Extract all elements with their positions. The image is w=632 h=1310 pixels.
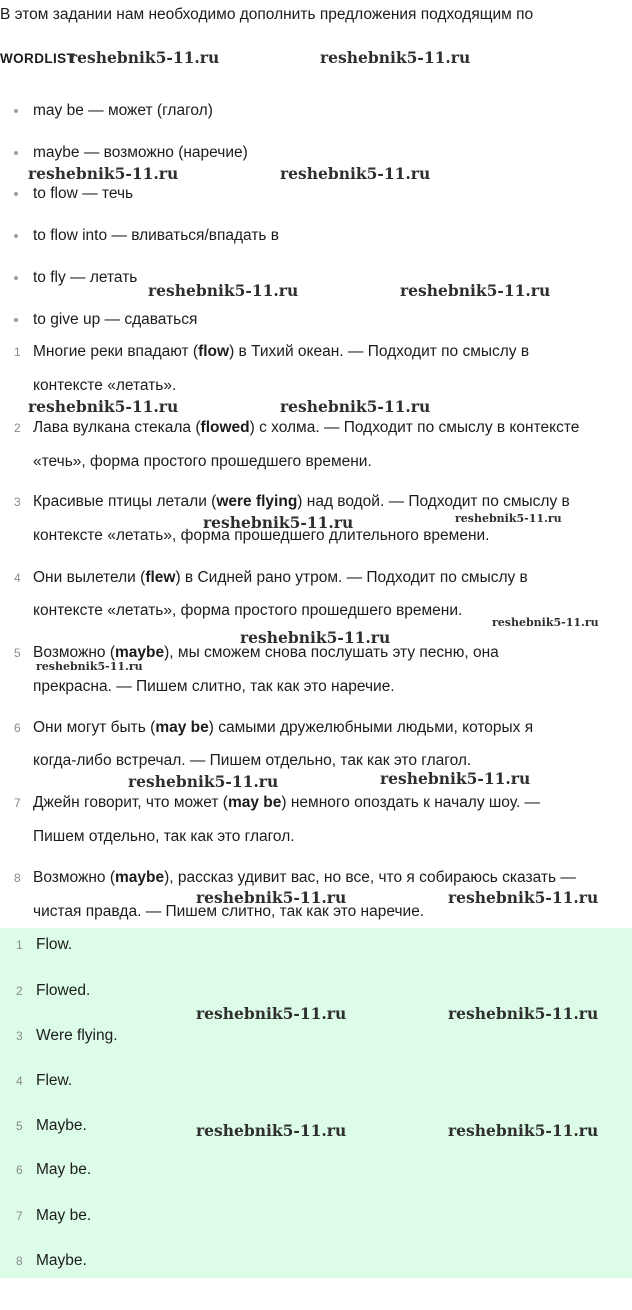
- watermark: reshebnik5-11.ru: [128, 772, 279, 791]
- bullet-icon: [14, 192, 18, 196]
- watermark: reshebnik5-11.ru: [280, 164, 431, 183]
- bullet-icon: [14, 234, 18, 238]
- watermark: reshebnik5-11.ru: [448, 1121, 599, 1140]
- watermark: reshebnik5-11.ru: [240, 628, 391, 647]
- watermark: reshebnik5-11.ru: [400, 281, 551, 300]
- watermark: reshebnik5-11.ru: [320, 48, 471, 67]
- watermark: reshebnik5-11.ru: [380, 769, 531, 788]
- watermark: reshebnik5-11.ru: [492, 616, 599, 629]
- wordlist-heading: WORDLIST: [0, 51, 76, 66]
- watermark: reshebnik5-11.ru: [196, 1121, 347, 1140]
- watermark: reshebnik5-11.ru: [148, 281, 299, 300]
- watermark: reshebnik5-11.ru: [36, 660, 143, 673]
- watermark: reshebnik5-11.ru: [28, 164, 179, 183]
- answers-panel: 1 Flow. 2 Flowed. 3 Were flying. 4 Flew. 5 Maybe. 6 May be. 7 May be. 8 Maybe.: [0, 928, 632, 1278]
- watermark: reshebnik5-11.ru: [196, 1004, 347, 1023]
- watermark: reshebnik5-11.ru: [69, 48, 220, 67]
- watermark: reshebnik5-11.ru: [448, 1004, 599, 1023]
- bullet-icon: [14, 276, 18, 280]
- bullet-icon: [14, 109, 18, 113]
- watermark: reshebnik5-11.ru: [28, 397, 179, 416]
- intro-text: В этом задании нам необходимо дополнить предложения подходящим по: [0, 6, 534, 23]
- watermark: reshebnik5-11.ru: [196, 888, 347, 907]
- watermark: reshebnik5-11.ru: [455, 512, 562, 525]
- bullet-icon: [14, 151, 18, 155]
- bullet-icon: [14, 318, 18, 322]
- watermark: reshebnik5-11.ru: [448, 888, 599, 907]
- watermark: reshebnik5-11.ru: [280, 397, 431, 416]
- watermark: reshebnik5-11.ru: [203, 513, 354, 532]
